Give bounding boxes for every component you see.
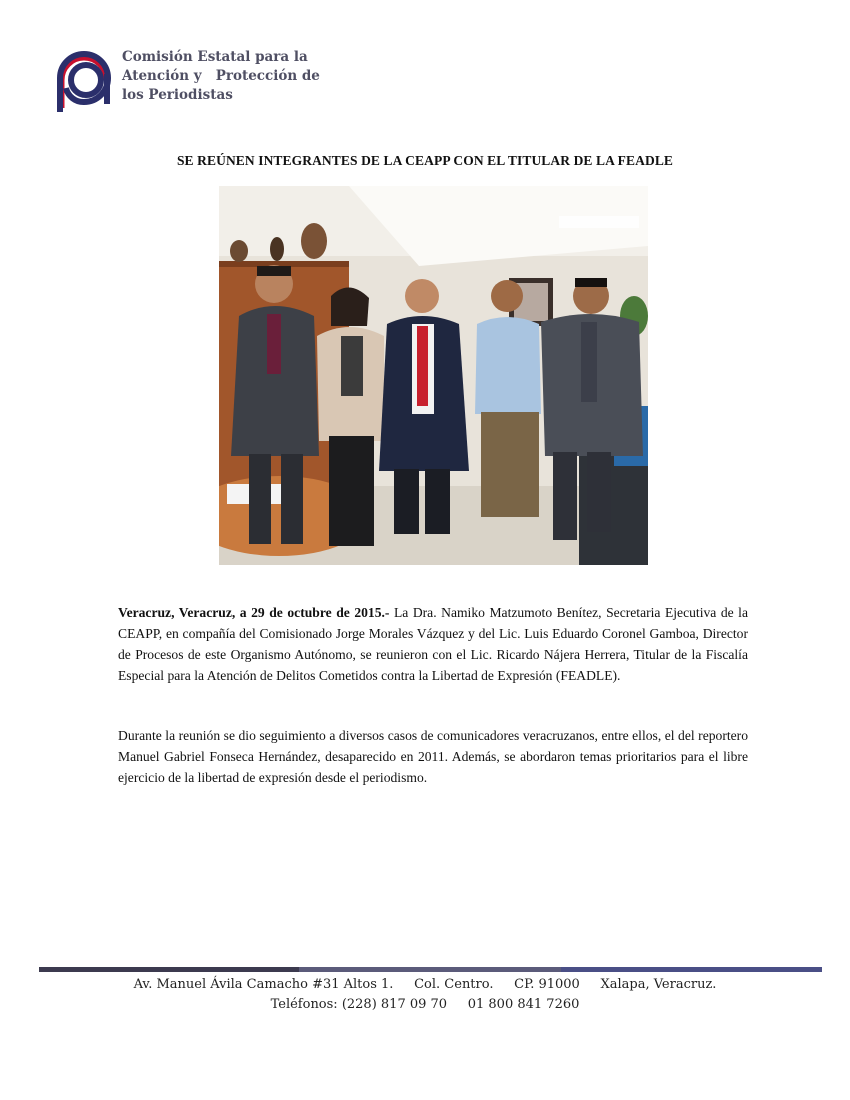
footer-divider-segment (561, 967, 822, 972)
footer-address: Av. Manuel Ávila Camacho #31 Altos 1. Col. Centro. CP. 91000 Xalapa, Veracruz. (133, 977, 717, 992)
footer-phones: Teléfonos: (228) 817 09 70 01 800 841 7260 (270, 997, 580, 1012)
paragraph-1 (118, 602, 748, 686)
footer-divider-segment (299, 967, 561, 972)
footer-divider-segment (39, 967, 299, 972)
footer-divider (39, 967, 822, 972)
document-title: SE REÚNEN INTEGRANTES DE LA CEAPP CON EL TITULAR DE LA FEADLE (176, 153, 674, 168)
organization-logo (52, 48, 320, 118)
paragraph-2: Durante la reunión se dio seguimiento a diversos casos de comunicadores veracruzanos, entre ellos, el del reportero Manuel Gabriel Fonseca Hernández, desaparecido en 2011. Además, se abordaron temas prioritarios para el libre ejercicio de la libertad de expresión desde el periodismo. (118, 728, 748, 785)
org-name-line-1: Comisión Estatal para la (122, 49, 308, 65)
dateline: Veracruz, Veracruz, a 29 de octubre de 2015.- (118, 605, 390, 620)
organization-name (122, 48, 320, 105)
meeting-photo (219, 186, 648, 565)
logo-mark-icon (52, 48, 116, 114)
org-name-line-3: los Periodistas (122, 87, 233, 103)
org-name-line-2: Atención y Protección de (122, 68, 320, 84)
paragraph-1-body: La Dra. Namiko Matzumoto Benítez, Secretaria Ejecutiva de la CEAPP, en compañía del Comisionado Jorge Morales Vázquez y del Lic. Luis Eduardo Coronel Gamboa, Director de Procesos de este Organismo Autónomo, se reunieron con el Lic. Ricardo Nájera Herrera, Titular de la Fiscalía Especial para la Atención de Delitos Cometidos contra la Libertad de Expresión (FEADLE). (118, 605, 748, 683)
